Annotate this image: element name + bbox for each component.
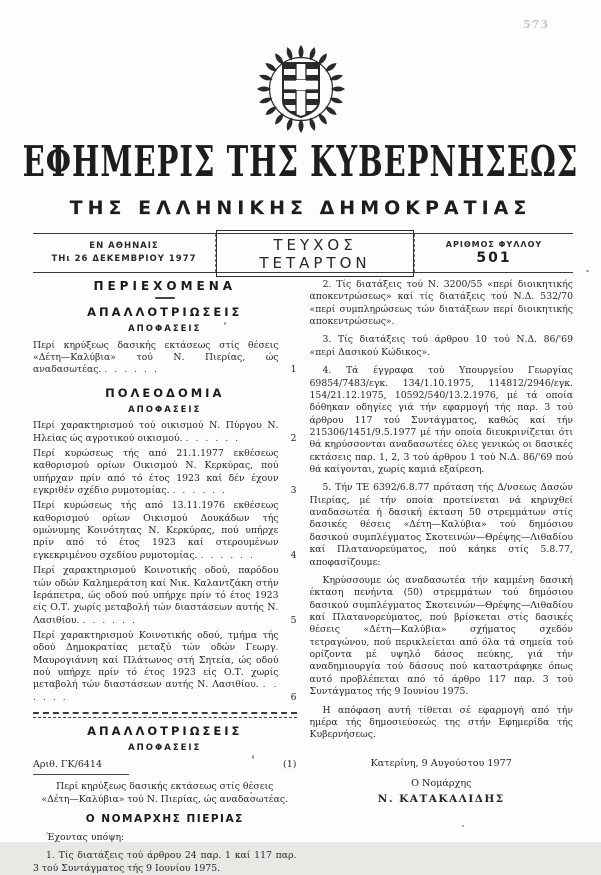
decision-body-paragraph: Η απόφαση αυτή τίθεται σέ εφαρμογή από τήν ημέρα τής δημοσιεύσεώς της στήν Εφημερίδα τής Κυβερνήσεως. xyxy=(309,704,573,741)
scan-speckle xyxy=(224,322,226,325)
toc-entry-text: Περί κηρύξεως δασικής εκτάσεως στίς θέσεις «Δέτη—Καλύβια» τού Ν. Πιερίας, ώς αναδασωτέας. xyxy=(33,339,279,376)
gazette-title: ΕΦΗΜΕΡΙΣ ΤΗΣ ΚΥΒΕΡΝΗΣΕΩΣ xyxy=(22,136,579,187)
decision-subject: Περί κηρύξεως δασικής εκτάσεως στίς θέσεις «Δέτη—Καλύβια» τού Ν. Πιερίας, ώς αναδασωτέας. xyxy=(41,781,289,805)
toc-leader-dots: . . . . . . xyxy=(200,549,255,561)
scan-speckle xyxy=(586,270,589,272)
issue-header-bar xyxy=(33,233,573,273)
decision-dateline: Κατερίνη, 9 Αυγούστου 1977 xyxy=(370,757,512,769)
toc-entry-text: Περί χαρακτηρισμού τού οικισμού Ν. Πύργου Ν. Ηλείας ώς αγροτικού οικισμού. xyxy=(33,420,279,444)
sheet-number-value: 501 xyxy=(476,250,512,266)
issue-date: ΤΗι 26 ΔΕΚΕΜΒΡΙΟΥ 1977 xyxy=(51,254,197,264)
contents-title: ΠΕΡΙΕΧΟΜΕΝΑ xyxy=(93,279,237,293)
decision-item-2: 2. Τίς διατάξεις τού Ν. 3200/55 «περί διοικητικής αποκεντρώσεως» καί τίς διατάξεις τού Ν.Δ. 532/70 «περί συμπληρώσεως τών διατάξεων περί διοικητικής αποκεντρώσεως». xyxy=(309,279,573,328)
toc-entry-text: Περί κυρώσεως τής από 13.11.1976 εκθέσεως καθορισμού ορίων Οικισμού Δουκάδων τής ομώνυμης Κοινότητας Ν. Κερκύρας, πού υπήρχε πρίν από τό έτος 1923 καί στερουμένων εγκεκριμένου σχεδίου ρυμοτομίας. xyxy=(33,500,279,561)
gazette-subtitle: ΤΗΣ ΕΛΛΗΝΙΚΗΣ ΔΗΜΟΚΡΑΤΙΑΣ xyxy=(69,197,532,219)
decision-section-title: ΑΠΑΛΛΟΤΡΙΩΣΕΙΣ xyxy=(87,724,243,739)
toc-entry-number: 6 xyxy=(290,691,297,703)
issue-place-date xyxy=(33,234,216,272)
toc-entry xyxy=(33,340,297,377)
toc-leader-dots: . . . . . . xyxy=(172,484,228,496)
toc-entry-number: 4 xyxy=(290,549,297,561)
sheet-number-cell xyxy=(414,234,573,272)
decision-item-3: 3. Τίς διατάξεις τού άρθρου 10 τού Ν.Δ. 86/'69 «περί Δασικού Κώδικος». xyxy=(309,334,573,358)
contents-subsection-decisions: ΑΠΟΦΑΣΕΙΣ xyxy=(128,324,202,335)
left-column xyxy=(33,279,297,874)
sheet-number-label: ΑΡΙΘΜΟΣ ΦΥΛΛΟΥ xyxy=(445,240,543,249)
decision-body-paragraph: Κηρύσσουμε ώς αναδασωτέα τήν καμμένη δασική έκταση πενήντα (50) στρεμμάτων τού δημόσιου δασικού συμπλέγματος Σκοτεινών—Θρέψης—Λιθαδίου καί Πλατανορεύματος, πού βρίσκεται στίς δασικές θέσεις «Δέτη—Καλύβια» σχήματος σχεδόν τετραγώνου, πού περικλείεται από όλα τά σημεία τού ορίζοντα μέ υψηλό δάσος πεύκης, γιά τήν αναδημιουργία τού δάσους πού καταστράφηκε όπως αυτό προβλέπεται από τό άρθρο 117 παρ. 3 τού Συντάγματος τής 9 Ιουνίου 1975. xyxy=(309,574,573,698)
decision-authority: Ο ΝΟΜΑΡΧΗΣ ΠΙΕΡΙΑΣ xyxy=(85,813,244,826)
signature-name: Ν. ΚΑΤΑΚΑΛΙΔΗΣ xyxy=(377,793,505,806)
page-body xyxy=(33,279,573,874)
decision-doc-index: (1) xyxy=(283,758,297,770)
contents-section-expropriations: ΑΠΑΛΛΟΤΡΙΩΣΕΙΣ xyxy=(87,304,243,319)
toc-entry xyxy=(33,630,297,704)
toc-entry xyxy=(33,420,297,445)
toc-leader-dots: . . . . . . xyxy=(185,432,241,444)
decision-ref-number: Αριθ. ΓΚ/6414 xyxy=(33,758,102,770)
toc-leader-dots: . . . . . . xyxy=(104,364,159,376)
right-column xyxy=(310,279,574,842)
contents-subsection-decisions-2: ΑΠΟΦΑΣΕΙΣ xyxy=(128,404,202,415)
toc-entry-number: 2 xyxy=(290,432,297,444)
issue-type-box: ΤΕΥΧΟΣ ΤΕΤΑΡΤΟΝ xyxy=(216,230,414,277)
toc-entry-text: Περί χαρακτηρισμού Κοινοτικής οδού, τμήμα τής οδού Δημοκρατίας μεταξύ τών οδών Γεωργ. Μαυρογιάννη καί Πλάτωνος στή Σητεία, ώς οδού πού υπήρχε πρίν τό έτος 1923 είς Ο.Τ. χωρίς μεταβολή τών διαστάσεων αυτής Ν. Λασιθίου. xyxy=(33,629,279,691)
toc-entry xyxy=(33,500,297,562)
toc-leader-dots: . . . . . . xyxy=(82,614,137,626)
toc-entry-number: 3 xyxy=(290,484,297,496)
decision-item-4: 4. Τά έγγραφα τού Υπουργείου Γεωργίας 69854/7483/εγκ. 134/1.10.1975, 114812/2946/εγκ. 154/21.12.1975, 10592/540/13.2.1976, μέ τά οποία δόθηκαν οδηγίες γιά τήν εφαρμογή τής παρ. 3 τού άρθρου 117 τού Συντάγματος, καθώς καί τήν 215306/1451/9.5.1977 μέ τήν οποία διευκρινίζεται ότι θά κηρύσσονται αναδασωτέες όλες γενικώς οι δασικές εκτάσεις παρ. 1, 2, 3 τού άρθρου 1 τού Ν.Δ. 86/'69 πού θά καίγονται, χωρίς καμιά εξαίρεση. xyxy=(309,365,573,476)
signature-role: Ο Νομάρχης xyxy=(411,778,472,790)
issue-place: ΕΝ ΑΘΗΝΑΙΣ xyxy=(89,241,159,252)
emblem-container xyxy=(0,40,601,142)
short-rule xyxy=(33,774,129,775)
issue-type-cell xyxy=(216,234,414,272)
decision-ref-line xyxy=(33,759,297,772)
scan-speckle xyxy=(250,792,252,794)
toc-entry-text: Περί χαρακτηρισμού Κοινοτικής οδού, παρόδου τών οδών Καλημεράτση καί Νικ. Καλαντζάκη στήν Ιεράπετρα, ώς οδού πού υπήρχε πρίν τό έτος 1923 είς Ο.Τ. χωρίς μεταβολή τών διαστάσεων αυτής Ν. Λασιθίου. xyxy=(33,565,279,626)
faint-page-number: 573 xyxy=(523,18,549,31)
greek-coat-of-arms-icon xyxy=(253,40,349,138)
toc-entry-number: 1 xyxy=(290,364,297,376)
toc-leader-dots: . . . . . . xyxy=(33,679,279,703)
toc-entry-number: 5 xyxy=(290,614,297,626)
contents-section-planning: ΠΟΛΕΟΔΟΜΙΑ xyxy=(105,385,225,400)
decision-preamble: Έχοντας υπόψη: xyxy=(46,831,125,843)
decision-section-subtitle: ΑΠΟΦΑΣΕΙΣ xyxy=(128,743,202,754)
section-divider-rule xyxy=(33,712,297,718)
ornament-squiggle xyxy=(155,297,175,299)
scan-speckle xyxy=(462,825,464,827)
scan-speckle xyxy=(252,755,254,759)
toc-entry xyxy=(33,565,297,627)
toc-entry-text: Περί κυρώσεως τής από 21.1.1977 εκθέσεως καθορισμού ορίων Οικισμού Ν. Κερκύρας, πού υπήρχαν πρίν από τό έτος 1923 καί δέν έχουν εγκριθέν σχέδιο ρυμοτομίας. xyxy=(33,447,279,496)
decision-item-5: 5. Τήν ΤΕ 6392/6.8.77 πρόταση τής Δ/νσεως Δασών Πιερίας, μέ τήν οποία προτείνεται νά κηρυχθεί αναδασωτέα ή δασική έκταση 50 στρεμμάτων στίς δασικές θέσεις «Δέτη—Καλύβια» τού δημόσιου δασικού συμπλέγματος Σκοτεινών—Θρέψης—Λιθαδίου καί Πλατανορεύματος, πού κάηκε στίς 5.8.77, αποφασίζουμε: xyxy=(309,482,573,568)
toc-entry xyxy=(33,448,297,497)
decision-item-1: 1. Τίς διατάξεις τού άρθρου 24 παρ. 1 καί 117 παρ. 3 τού Συντάγματος τής 9 Ιουνίου 1975. xyxy=(33,850,297,874)
